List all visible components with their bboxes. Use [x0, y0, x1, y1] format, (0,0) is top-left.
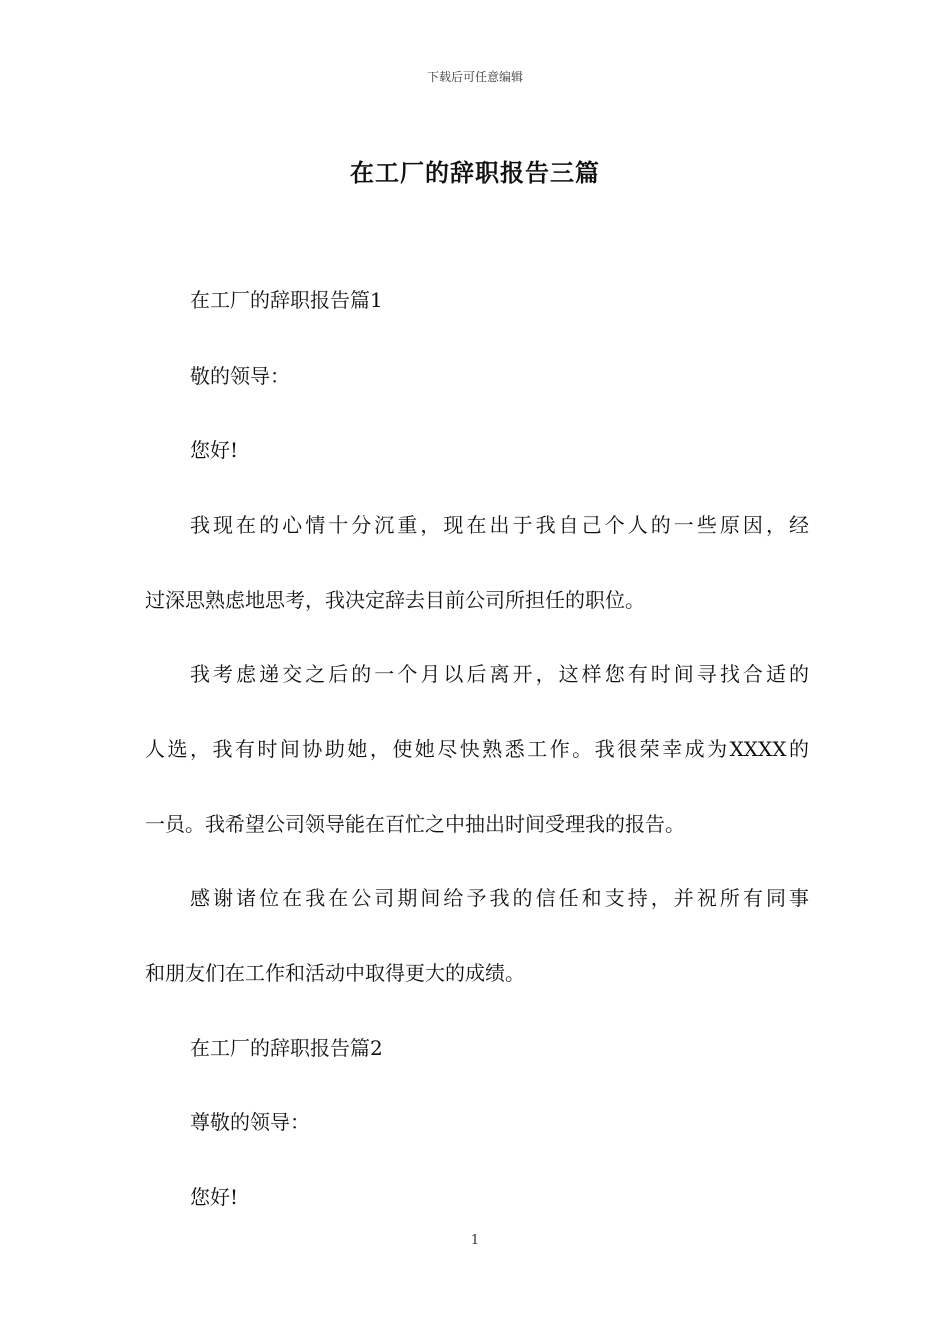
section-1-greeting: 您好! — [190, 438, 239, 462]
paragraph-2-line-3: 一员。我希望公司领导能在百忙之中抽出时间受理我的报告。 — [145, 812, 685, 836]
paragraph-3-line-1: 感谢诸位在我在公司期间给予我的信任和支持，并祝所有同事 — [190, 886, 809, 910]
section-1-salutation: 敬的领导： — [190, 364, 290, 388]
paragraph-2-line-2: 人选，我有时间协助她，使她尽快熟悉工作。我很荣幸成为XXXX的 — [145, 737, 809, 761]
section-2-heading: 在工厂的辞职报告篇2 — [190, 1036, 383, 1060]
paragraph-1-line-1: 我现在的心情十分沉重，现在出于我自己个人的一些原因，经 — [190, 513, 809, 537]
document-title: 在工厂的辞职报告三篇 — [350, 158, 600, 187]
section-2-greeting: 您好! — [190, 1185, 239, 1209]
page-header: 下载后可任意编辑 — [426, 70, 523, 84]
section-1-heading: 在工厂的辞职报告篇1 — [190, 288, 383, 312]
paragraph-3-line-2: 和朋友们在工作和活动中取得更大的成绩。 — [145, 961, 525, 985]
paragraph-1-line-2: 过深思熟虑地思考，我决定辞去目前公司所担任的职位。 — [145, 588, 645, 612]
section-2-salutation: 尊敬的领导： — [190, 1110, 310, 1134]
paragraph-2-line-1: 我考虑递交之后的一个月以后离开，这样您有时间寻找合适的 — [190, 662, 809, 686]
page-number: 1 — [470, 1233, 480, 1248]
